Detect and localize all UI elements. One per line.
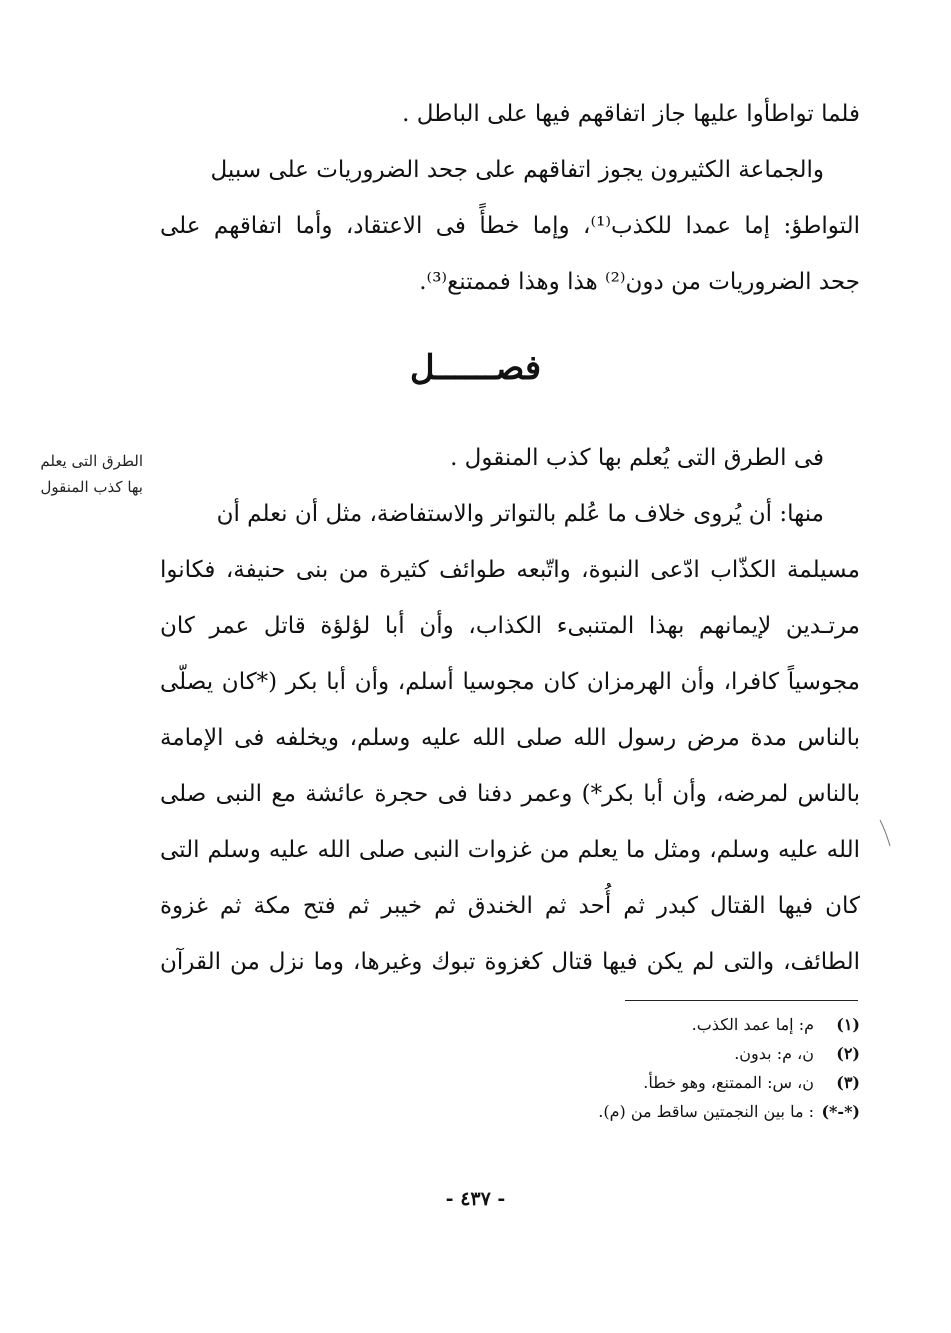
section-line: منها: أن يُروى خلاف ما عُلم بالتواتر والاستفاضة، مثل أن نعلم أن [216, 501, 824, 527]
section-intro-line: فى الطرق التى يُعلم بها كذب المنقول . [450, 445, 824, 471]
margin-note: الطرق التى يعلم بها كذب المنقول [40, 452, 143, 496]
section-line: الطائف، والتى لم يكن فيها قتال كغزوة تبوك وغيرها، وما نزل من القرآن [160, 949, 860, 975]
footnote-separator [625, 1000, 858, 1001]
footnote-item [420, 1097, 860, 1126]
footnote-item [420, 1039, 860, 1068]
continuation-line: فلما تواطأوا عليها جاز اتفاقهم فيها على الباطل . [402, 101, 860, 127]
footnote-marker: (٢) [836, 1044, 860, 1063]
section-line: بالناس مدة مرض رسول الله صلى الله عليه وسلم، ويخلفه فى الإمامة [160, 725, 860, 751]
section-line: الله عليه وسلم، ومثل ما يعلم من غزوات النبى صلى الله عليه وسلم التى [160, 837, 860, 863]
paragraph-line: جحد الضروريات من دون⁽²⁾ هذا وهذا فممتنع⁽³⁾. [419, 269, 860, 295]
section-text-block [160, 430, 860, 990]
section-line: بالناس لمرضه، وأن أبا بكر*) وعمر دفنا فى حجرة عائشة مع النبى صلى [160, 781, 860, 807]
footnote-marker: (٣) [836, 1073, 860, 1092]
section-line: مرتـدين لإيمانهم بهذا المتنبىء الكذاب، وأن أبا لؤلؤة قاتل عمر كان [160, 613, 860, 639]
footnote-item [420, 1068, 860, 1097]
section-line: مجوسياً كافرا، وأن الهرمزان كان مجوسيا أسلم، وأن أبا بكر (*كان يصلّى [160, 669, 860, 695]
footnote-text: م: إما عمد الكذب. [691, 1015, 814, 1034]
opening-text-block [160, 86, 860, 310]
footnote-text: ن، س: الممتنع، وهو خطأ. [643, 1073, 814, 1092]
footnote-marker: (*-*) [821, 1102, 860, 1121]
paragraph-line: والجماعة الكثيرون يجوز اتفاقهم على جحد الضروريات على سبيل [210, 157, 824, 183]
footnote-marker: (١) [836, 1015, 860, 1034]
section-heading: فصــــــل [409, 348, 542, 388]
footnotes-list [420, 1010, 860, 1126]
paragraph-line: التواطؤ: إما عمدا للكذب⁽¹⁾، وإما خطأً فى الاعتقاد، وأما اتفاقهم على [160, 213, 860, 239]
footnote-text: ن، م: بدون. [734, 1044, 814, 1063]
footnote-item [420, 1010, 860, 1039]
section-line: مسيلمة الكذّاب ادّعى النبوة، واتّبعه طوائف كثيرة من بنى حنيفة، فكانوا [160, 557, 860, 583]
footnote-text: : ما بين النجمتين ساقط من (م). [598, 1102, 814, 1121]
section-line: كان فيها القتال كبدر ثم أُحد ثم الخندق ثم خيبر ثم فتح مكة ثم غزوة [160, 893, 860, 919]
scan-artifact-mark [878, 818, 892, 848]
page-number: - ٤٣٧ - [445, 1188, 506, 1210]
